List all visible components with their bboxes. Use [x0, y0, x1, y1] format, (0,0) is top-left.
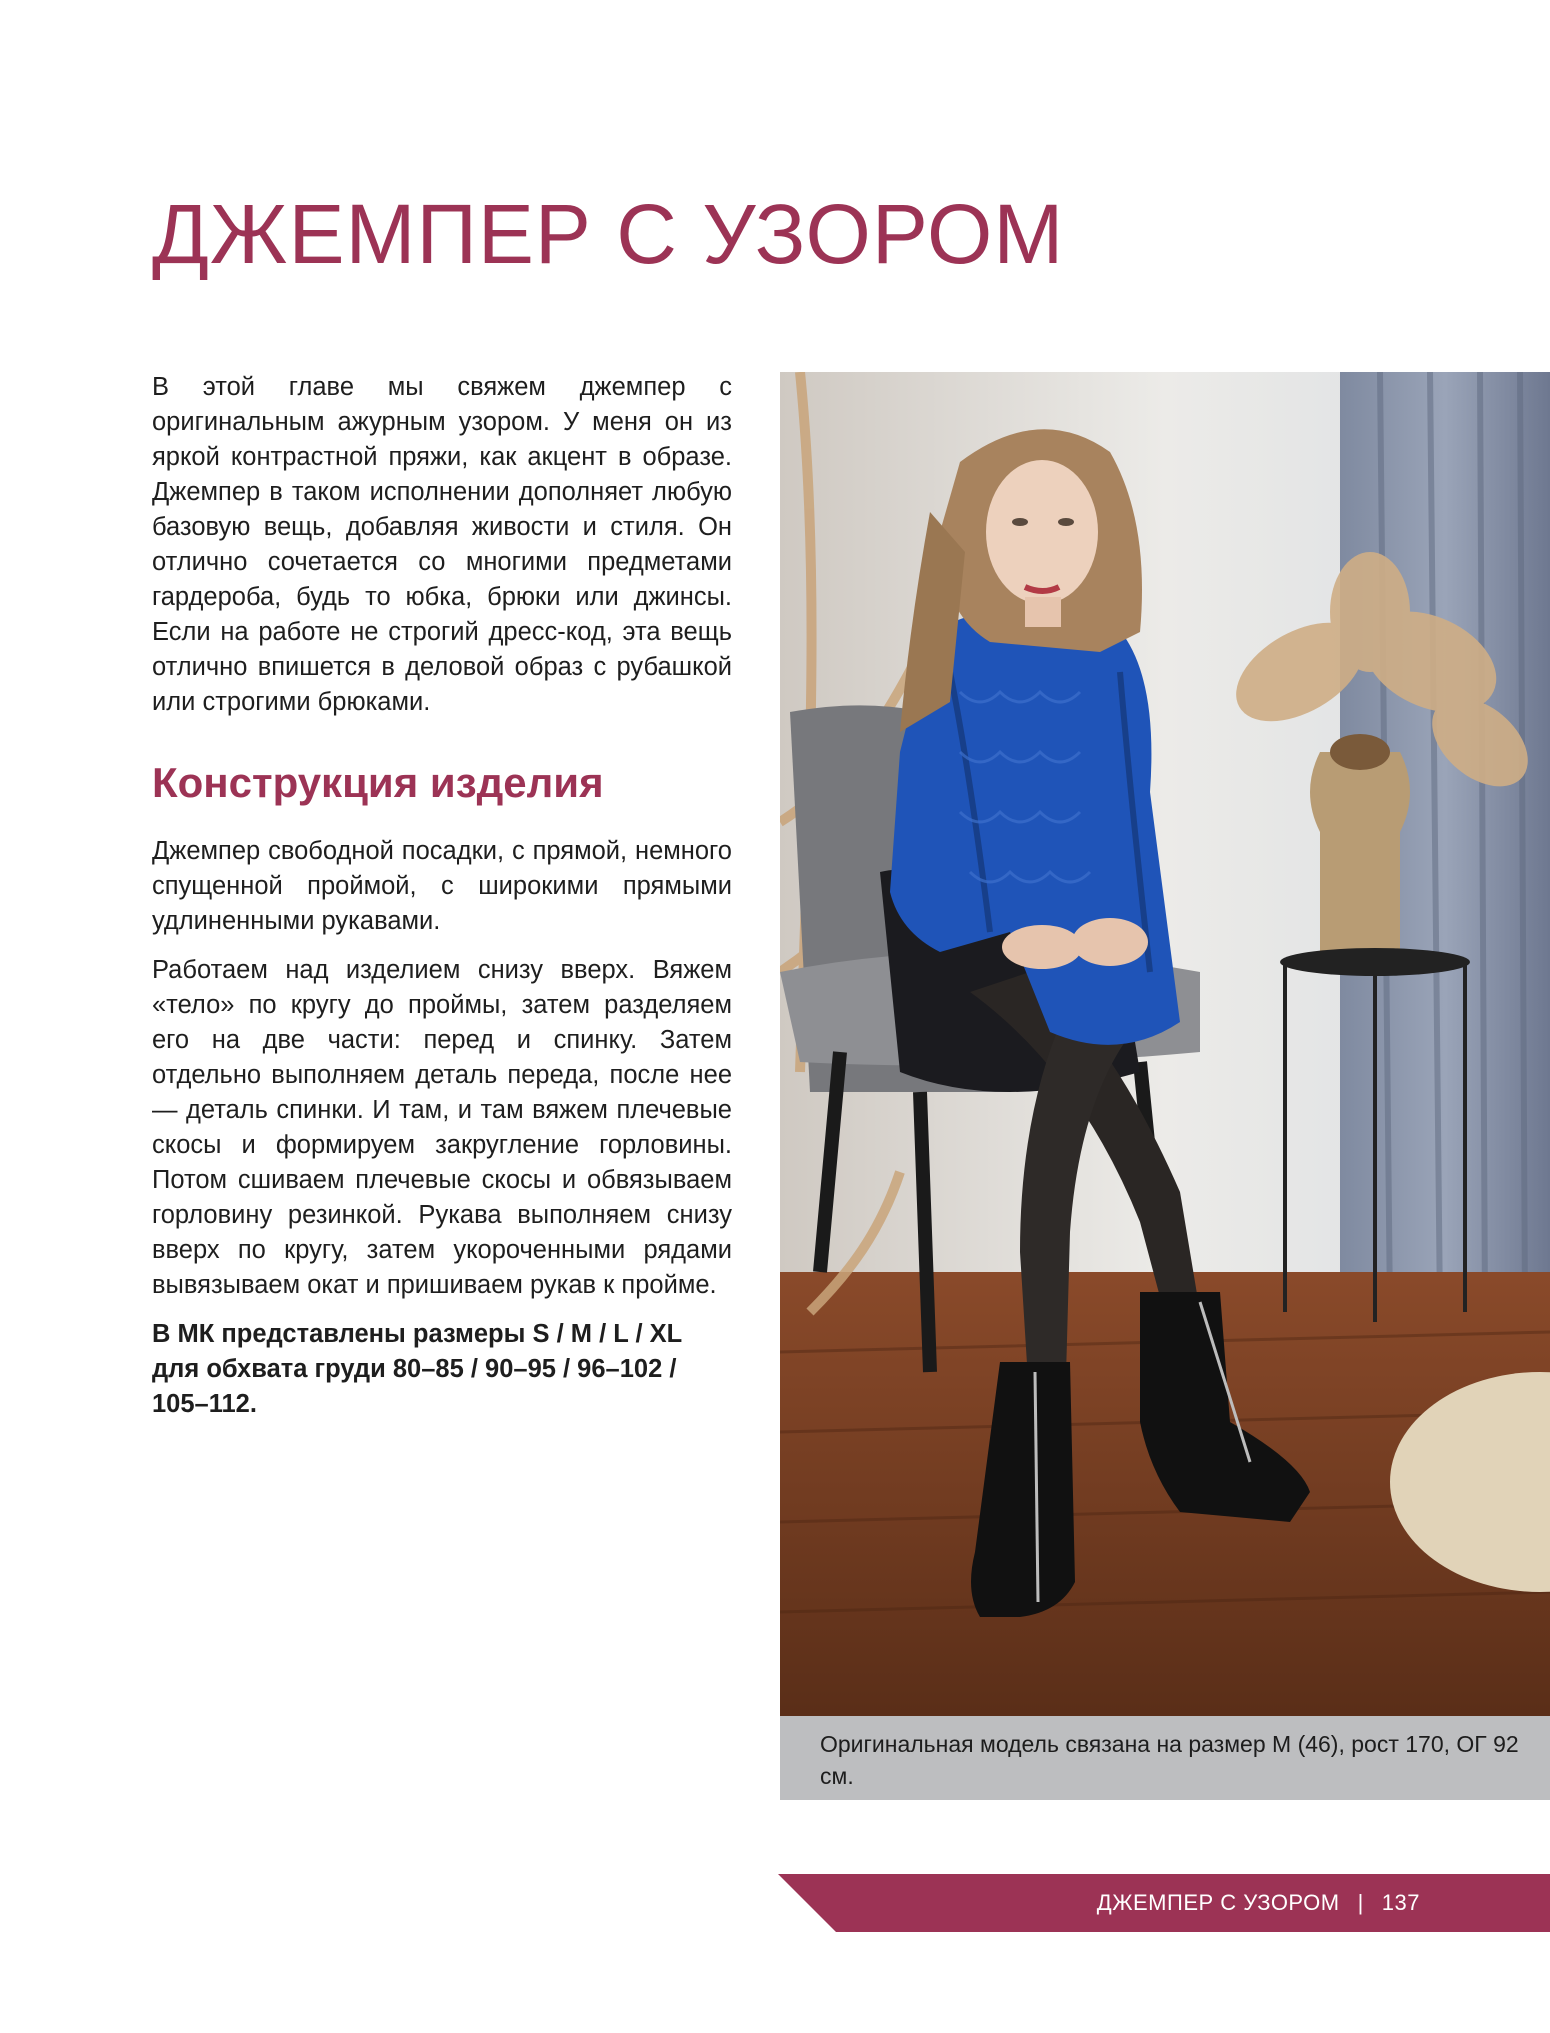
construction-paragraph-2: Работаем над изделием снизу вверх. Вяжем «тело» по кругу до проймы, затем разделяем его на две части: перед и спинку. Затем отдельно выполняем деталь переда, после нее — деталь спинки. И там, и там вяжем плечевые скосы и формируем закругление горловины. Потом сшиваем плечевые скосы и обвязываем горловину резинкой. Рукава выполняем снизу вверх по кругу, затем укороченными рядами вывязываем окат и пришиваем рукав к пройме. [152, 956, 732, 1299]
construction-paragraph-1: Джемпер свободной посадки, с прямой, немного спущенной проймой, с широкими прямыми удлиненными рукавами. [152, 837, 732, 935]
running-footer [1097, 1874, 1420, 1932]
footer-band [778, 1874, 1550, 1932]
section-heading: Конструкция изделия [152, 759, 604, 806]
sizes-note: В МК представлены размеры S / M / L / XL для обхвата груди 80–85 / 90–95 / 96–102 / 105–112. [152, 1320, 682, 1418]
footer-chapter-title: ДЖЕМПЕР С УЗОРОМ [1096, 1890, 1340, 1915]
page-title: ДЖЕМПЕР С УЗОРОМ [152, 187, 1065, 281]
footer-separator: | [1357, 1890, 1364, 1915]
model-photo [780, 372, 1550, 1716]
intro-paragraph: В этой главе мы свяжем джемпер с оригинальным ажурным узором. У меня он из яркой контрастной пряжи, как акцент в образе. Джемпер в таком исполнении дополняет любую базовую вещь, добавляя живости и стиля. Он отлично сочетается со многими предметами гардероба, будь то юбка, брюки или джинсы. Если на работе не строгий дресс-код, эта вещь отлично впишется в деловой образ с рубашкой или строгими брюками. [152, 373, 732, 716]
page-number: 137 [1381, 1890, 1420, 1915]
photo-caption: Оригинальная модель связана на размер М (46), рост 170, ОГ 92 см. [780, 1716, 1550, 1800]
text-column [152, 370, 732, 1436]
